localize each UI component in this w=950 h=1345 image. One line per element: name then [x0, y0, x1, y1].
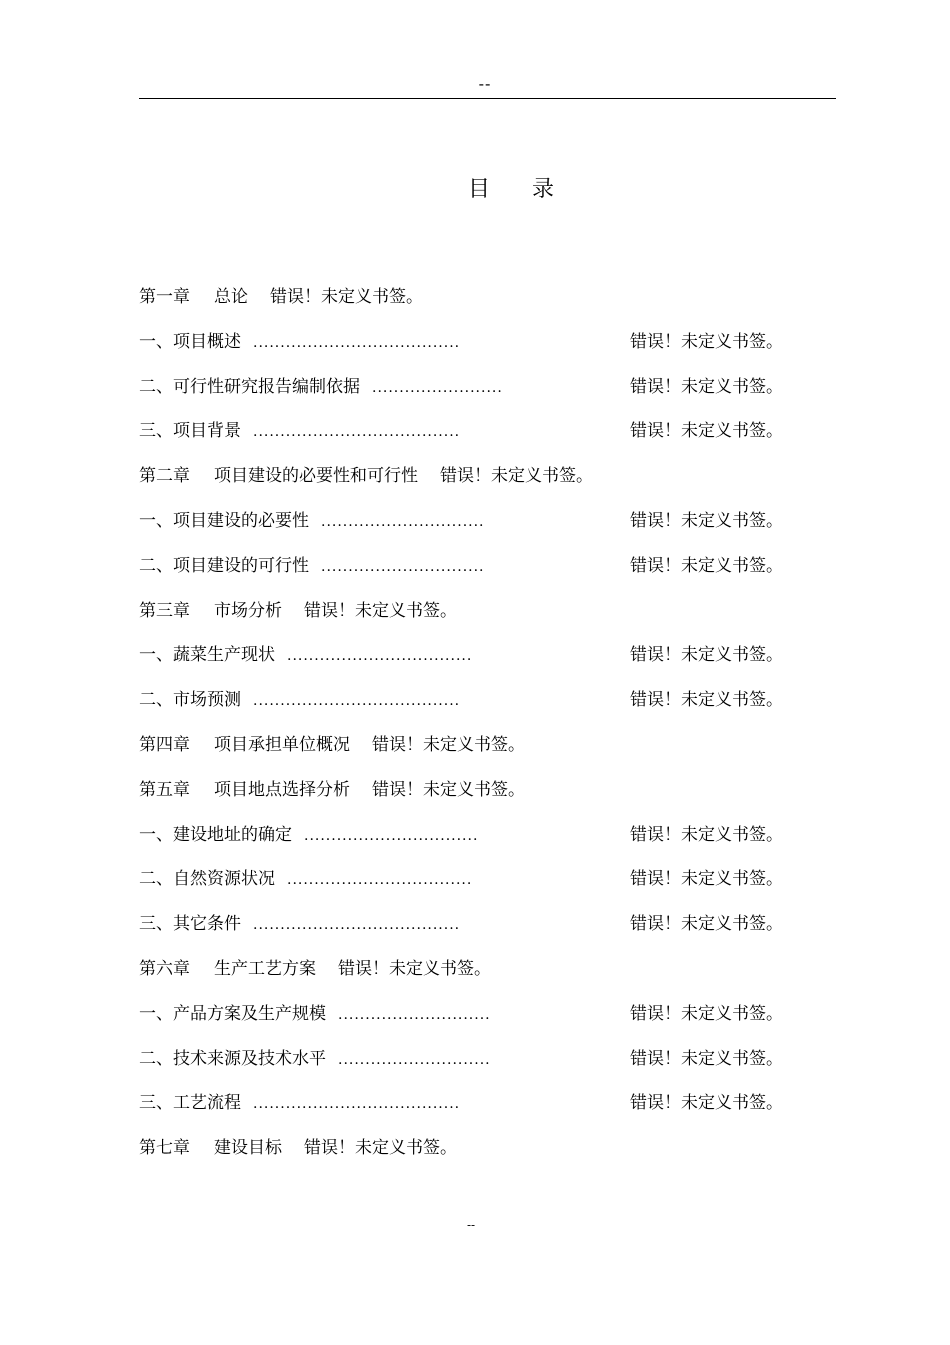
toc-chapter-entry[interactable] — [139, 955, 799, 1000]
toc-section-entry[interactable] — [139, 1045, 799, 1090]
toc-page-reference: 错误！未定义书签。 — [304, 600, 457, 621]
toc-section-entry[interactable] — [139, 417, 799, 462]
toc-entry-label: 三、工艺流程 — [139, 1093, 241, 1114]
toc-title — [0, 172, 950, 203]
chapter-title: 项目建设的必要性和可行性 — [214, 466, 418, 487]
toc-page-reference: 错误！未定义书签。 — [630, 645, 783, 666]
toc-leader-dots: ...................................... — [253, 917, 461, 934]
toc-section-entry[interactable] — [139, 552, 799, 597]
toc-chapter-entry[interactable] — [139, 1134, 799, 1179]
toc-entry-label: 二、项目建设的可行性 — [139, 555, 309, 576]
chapter-title: 建设目标 — [214, 1138, 282, 1159]
toc-title-char-2: 录 — [532, 177, 555, 202]
toc-leader-dots: .............................. — [321, 513, 485, 530]
toc-section-entry[interactable] — [139, 821, 799, 866]
page-header: -- — [478, 74, 492, 93]
chapter-number: 第一章 — [139, 287, 190, 307]
chapter-number: 第六章 — [139, 958, 190, 979]
toc-entry-label — [139, 1134, 282, 1162]
toc-leader-dots: ...................................... — [253, 1096, 461, 1113]
toc-entry-label — [139, 776, 350, 804]
toc-section-entry[interactable] — [139, 910, 799, 955]
toc-leader-dots: .............................. — [321, 558, 485, 575]
toc-section-entry[interactable] — [139, 507, 799, 552]
toc-page-reference: 错误！未定义书签。 — [630, 1003, 783, 1024]
page-footer: -- — [466, 1218, 476, 1232]
toc-section-entry[interactable] — [139, 328, 799, 373]
toc-entry-label — [139, 462, 418, 490]
toc-leader-dots: ........................ — [372, 379, 503, 396]
toc-section-entry[interactable] — [139, 865, 799, 910]
toc-page-reference: 错误！未定义书签。 — [630, 376, 783, 397]
toc-page-reference: 错误！未定义书签。 — [440, 466, 593, 487]
toc-section-entry[interactable] — [139, 373, 799, 418]
chapter-number: 第五章 — [139, 779, 190, 800]
chapter-title: 生产工艺方案 — [214, 958, 316, 979]
toc-page-reference: 错误！未定义书签。 — [630, 331, 783, 352]
chapter-number: 第七章 — [139, 1138, 190, 1159]
toc-chapter-entry[interactable] — [139, 776, 799, 821]
toc-chapter-entry[interactable] — [139, 731, 799, 776]
toc-chapter-entry[interactable] — [139, 597, 799, 642]
toc-entry-label: 一、产品方案及生产规模 — [139, 1003, 326, 1024]
toc-page-reference: 错误！未定义书签。 — [630, 510, 783, 531]
toc-page-reference: 错误！未定义书签。 — [372, 734, 525, 755]
toc-page-reference: 错误！未定义书签。 — [630, 421, 783, 442]
toc-page-reference: 错误！未定义书签。 — [630, 824, 783, 845]
toc-entry-label: 三、项目背景 — [139, 421, 241, 442]
chapter-number: 第四章 — [139, 734, 190, 755]
toc-leader-dots: .................................. — [287, 648, 473, 665]
toc-page-reference: 错误！未定义书签。 — [630, 869, 783, 890]
chapter-number: 第三章 — [139, 600, 190, 621]
toc-entry-label: 二、市场预测 — [139, 690, 241, 711]
toc-entry-label: 一、蔬菜生产现状 — [139, 645, 275, 666]
toc-page-reference: 错误！未定义书签。 — [630, 555, 783, 576]
toc-leader-dots: ............................ — [338, 1051, 491, 1068]
toc-page-reference: 错误！未定义书签。 — [372, 779, 525, 800]
chapter-number: 第二章 — [139, 466, 190, 487]
toc-leader-dots: ................................ — [304, 827, 479, 844]
toc-chapter-entry[interactable] — [139, 283, 799, 328]
toc-entry-label: 二、自然资源状况 — [139, 869, 275, 890]
toc-page-reference: 错误！未定义书签。 — [304, 1138, 457, 1159]
toc-entry-label: 一、项目概述 — [139, 331, 241, 352]
toc-section-entry[interactable] — [139, 1000, 799, 1045]
toc-title-char-1: 目 — [467, 177, 490, 202]
chapter-title: 总论 — [214, 287, 248, 307]
toc-leader-dots: ...................................... — [253, 334, 461, 351]
toc-entry-label — [139, 731, 350, 759]
toc-section-entry[interactable] — [139, 686, 799, 731]
toc-page-reference: 错误！未定义书签。 — [630, 914, 783, 935]
header-rule — [139, 98, 836, 99]
toc-entry-label: 二、技术来源及技术水平 — [139, 1048, 326, 1069]
toc-page-reference: 错误！未定义书签。 — [630, 1048, 783, 1069]
toc-entry-label — [139, 597, 282, 625]
chapter-title: 项目承担单位概况 — [214, 734, 350, 755]
toc-section-entry[interactable] — [139, 641, 799, 686]
toc-section-entry[interactable] — [139, 1089, 799, 1134]
toc-entry-label — [139, 955, 316, 983]
toc-leader-dots: .................................. — [287, 872, 473, 889]
toc-entry-label: 一、建设地址的确定 — [139, 824, 292, 845]
toc-chapter-entry[interactable] — [139, 462, 799, 507]
toc-leader-dots: ...................................... — [253, 693, 461, 710]
toc-page-reference: 错误！未定义书签。 — [338, 958, 491, 979]
chapter-title: 项目地点选择分析 — [214, 779, 350, 800]
toc-entry-label — [139, 283, 248, 311]
toc-entry-label: 一、项目建设的必要性 — [139, 510, 309, 531]
chapter-title: 市场分析 — [214, 600, 282, 621]
table-of-contents — [139, 283, 799, 1179]
toc-entry-label: 二、可行性研究报告编制依据 — [139, 376, 360, 397]
toc-entry-label: 三、其它条件 — [139, 914, 241, 935]
toc-leader-dots: ............................ — [338, 1006, 491, 1023]
toc-page-reference: 错误！未定义书签。 — [630, 690, 783, 711]
toc-leader-dots: ...................................... — [253, 424, 461, 441]
toc-page-reference: 错误！未定义书签。 — [270, 287, 423, 307]
toc-page-reference: 错误！未定义书签。 — [630, 1093, 783, 1114]
